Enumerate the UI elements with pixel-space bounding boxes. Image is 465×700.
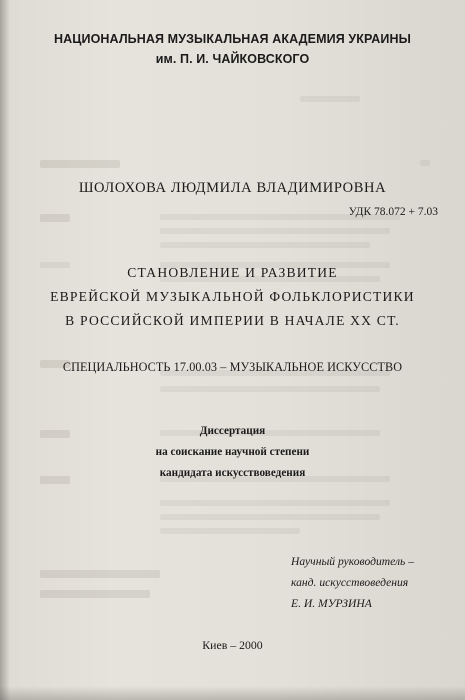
supervisor-line-1: Научный руководитель – bbox=[291, 555, 415, 568]
institution-line-1: НАЦИОНАЛЬНАЯ МУЗЫКАЛЬНАЯ АКАДЕМИЯ УКРАИНЫ bbox=[54, 32, 411, 46]
page-fold-shadow bbox=[0, 0, 10, 700]
supervisor-name: Е. И. МУРЗИНА bbox=[291, 597, 372, 610]
place-and-year: Киев – 2000 bbox=[202, 638, 263, 652]
dissertation-line-2: на соискание научной степени bbox=[155, 446, 310, 458]
specialty: СПЕЦИАЛЬНОСТЬ 17.00.03 – МУЗЫКАЛЬНОЕ ИСКУССТВО bbox=[62, 360, 403, 374]
udk-code: УДК 78.072 + 7.03 bbox=[348, 206, 438, 218]
title-line-2: ЕВРЕЙСКОЙ МУЗЫКАЛЬНОЙ ФОЛЬКЛОРИСТИКИ bbox=[50, 289, 415, 304]
dissertation-line-3: кандидата искусствоведения bbox=[159, 467, 306, 479]
dissertation-line-1: Диссертация bbox=[199, 425, 266, 437]
institution-line-2: им. П. И. ЧАЙКОВСКОГО bbox=[155, 52, 310, 66]
title-line-1: СТАНОВЛЕНИЕ И РАЗВИТИЕ bbox=[127, 265, 338, 280]
supervisor-line-2: канд. искусствоведения bbox=[291, 576, 409, 589]
page-bottom-shadow bbox=[0, 686, 465, 700]
author-name: ШОЛОХОВА ЛЮДМИЛА ВЛАДИМИРОВНА bbox=[78, 180, 387, 196]
title-line-3: В РОССИЙСКОЙ ИМПЕРИИ В НАЧАЛЕ XX СТ. bbox=[65, 313, 400, 328]
